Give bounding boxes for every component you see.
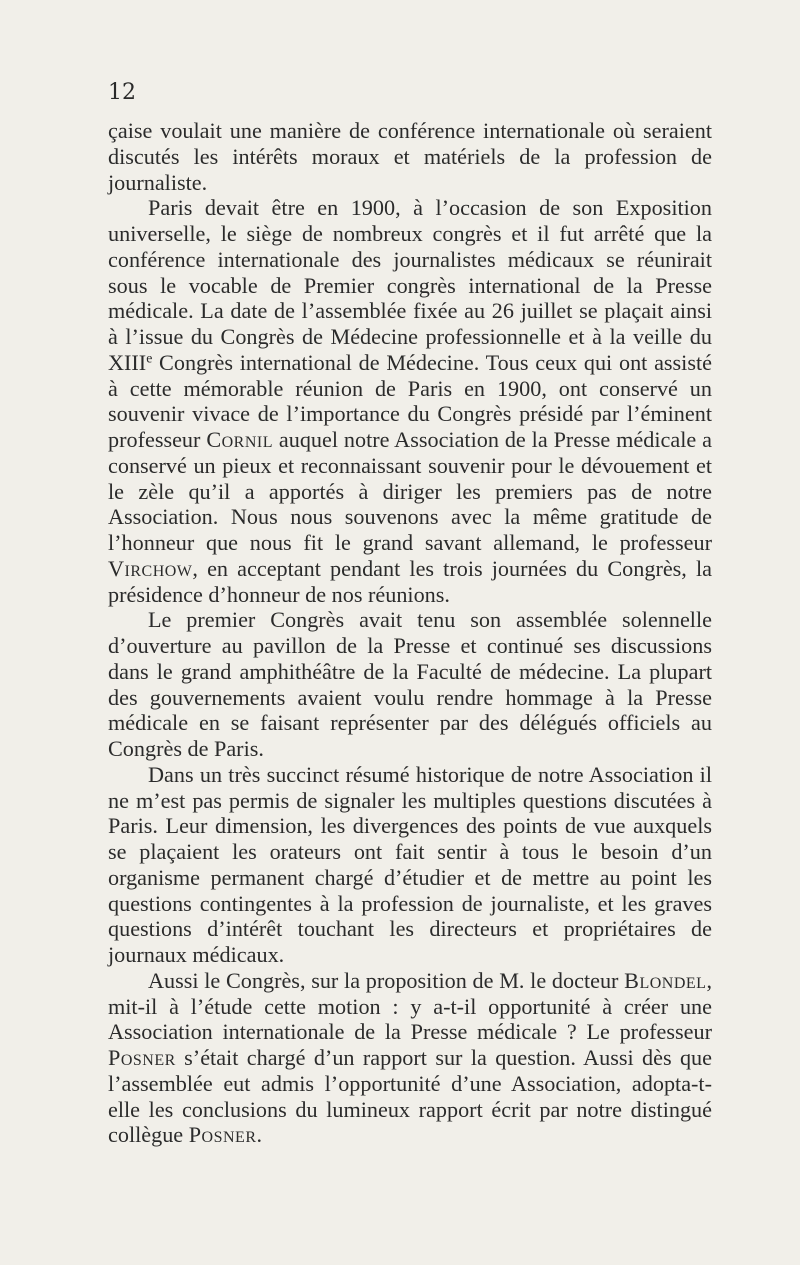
paragraph-p4 [108, 762, 712, 968]
text-run: , mit-il à l’étude cette motion : y a-t-il opportunité à créer une Association internationale de la Presse médicale ? Le professeur [108, 967, 712, 1045]
text-run: Dans un très succinct résumé historique de notre Association il ne m’est pas permis de signaler les multiples questions discutées à Paris. Leur dimension, les divergences des points de vue auxquels se plaçaient les orateurs ont fait sentir à tous le besoin d’un organisme permanent chargé d’étudier et de mettre au point les questions contingentes à la profession de journaliste, et les graves questions d’intérêt touchant les directeurs et propriétaires de journaux médicaux. [108, 761, 712, 967]
superscript: e [146, 350, 153, 366]
text-run: auquel notre Association de la Presse médicale a conservé un pieux et reconnaissant souvenir pour le dévouement et le zèle qu’il a apportés à diriger les premiers pas de notre Association. Nous nous souvenons avec la même gratitude de l’honneur que nous fit le grand savant allemand, le professeur [108, 427, 712, 555]
text-run: , en acceptant pendant les trois journées du Congrès, la présidence d’honneur de nos réunions. [108, 555, 712, 607]
paragraph-p5 [108, 968, 712, 1148]
body-text [108, 118, 712, 1148]
text-run: çaise voulait une manière de conférence internationale où seraient discutés les intérêts moraux et matériels de la profession de journaliste. [108, 118, 712, 195]
text-run: Congrès international de Médecine. Tous ceux qui ont assisté à cette mémorable réunion de Paris en 1900, ont conservé un souvenir vivace de l’importance du Congrès présidé par l’éminent professeur [108, 349, 712, 452]
proper-name: Posner [188, 1122, 257, 1148]
paragraph-p2 [108, 195, 712, 607]
text-run: Paris devait être en 1900, à l’occasion de son Exposition universelle, le siège de nombreux congrès et il fut arrêté que la conférence internationale des journalistes médicaux se réunirait sous le vocable de Premier congrès international de la Presse médicale. La date de l’assemblée fixée au 26 juillet se plaçait ainsi à l’issue du Congrès de Médecine professionnelle et à la veille du XIII [108, 195, 712, 375]
proper-name: Posner [108, 1045, 176, 1070]
text-run: . [256, 1122, 263, 1148]
text-run: Le premier Congrès avait tenu son assemblée solennelle d’ouverture au pavillon de la Presse et continué ses discussions dans le grand amphithéâtre de la Faculté de médecine. La plupart des gouvernements avaient voulu rendre hommage à la Presse médicale en se faisant représenter par des délégués officiels au Congrès de Paris. [108, 607, 712, 761]
text-run: Aussi le Congrès, sur la proposition de M. le docteur [148, 967, 625, 993]
page-number: 12 [108, 80, 136, 105]
proper-name: Cornil [206, 427, 273, 452]
proper-name: Blondel [624, 967, 707, 993]
paragraph-p1 [108, 118, 712, 195]
text-run: s’était chargé d’un rapport sur la question. Aussi dès que l’assemblée eut admis l’opportunité d’une Association, adopta-t-elle les conclusions du lumineux rapport écrit par notre distingué collègue [108, 1045, 712, 1148]
paragraph-p3 [108, 607, 712, 762]
proper-name: Virchow [108, 555, 193, 581]
